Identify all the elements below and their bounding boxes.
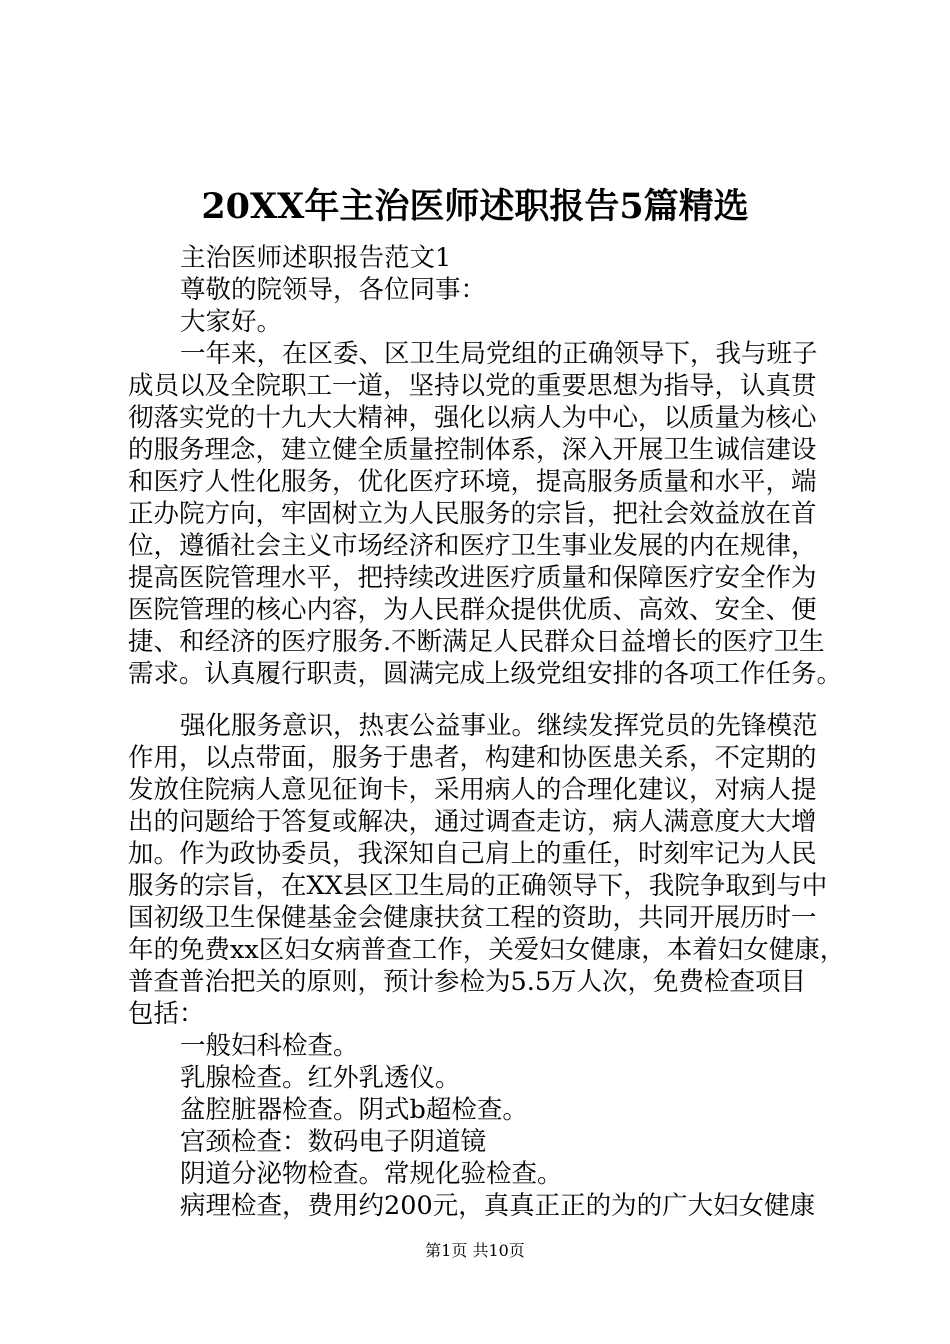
- paragraph-line: 提高医院管理水平，把持续改进医疗质量和保障医疗安全作为: [128, 563, 817, 593]
- paragraph-line: 的服务理念，建立健全质量控制体系，深入开展卫生诚信建设: [128, 435, 817, 465]
- paragraph-line: 彻落实党的十九大大精神，强化以病人为中心，以质量为核心: [128, 403, 817, 433]
- paragraph-line: 需求。认真履行职责，圆满完成上级党组安排的各项工作任务。: [128, 659, 843, 689]
- paragraph-line: 尊敬的院领导，各位同事：: [180, 275, 487, 305]
- paragraph-line: 乳腺检查。红外乳透仪。: [180, 1063, 461, 1093]
- paragraph-line: 病理检查，费用约200元，真真正正的为的广大妇女健康: [180, 1191, 816, 1221]
- paragraph-line: 国初级卫生保健基金会健康扶贫工程的资助，共同开展历时一: [128, 903, 817, 933]
- paragraph-line: 大家好。: [180, 307, 283, 337]
- paragraph-line: 加。作为政协委员，我深知自己肩上的重任，时刻牢记为人民: [128, 839, 817, 869]
- paragraph-line: 年的免费xx区妇女病普查工作，关爱妇女健康，本着妇女健康，: [128, 935, 846, 965]
- paragraph-line: 发放住院病人意见征询卡，采用病人的合理化建议，对病人提: [128, 775, 817, 805]
- paragraph-line: 主治医师述职报告范文1: [180, 243, 452, 273]
- paragraph-line: 阴道分泌物检查。常规化验检查。: [180, 1159, 563, 1189]
- page-footer: 第1页 共10页: [425, 1241, 525, 1260]
- paragraph-line: 一年来，在区委、区卫生局党组的正确领导下，我与班子: [180, 339, 818, 369]
- document-title: 20XX年主治医师述职报告5篇精选: [201, 186, 749, 227]
- paragraph-line: 医院管理的核心内容，为人民群众提供优质、高效、安全、便: [128, 595, 817, 625]
- paragraph-line: 成员以及全院职工一道，坚持以党的重要思想为指导，认真贯: [128, 371, 817, 401]
- paragraph-line: 一般妇科检查。: [180, 1031, 359, 1061]
- paragraph-line: 作用，以点带面，服务于患者，构建和协医患关系，不定期的: [128, 743, 817, 773]
- paragraph-line: 捷、和经济的医疗服务.不断满足人民群众日益增长的医疗卫生: [128, 627, 825, 657]
- paragraph-line: 宫颈检查：数码电子阴道镜: [180, 1127, 487, 1157]
- paragraph-line: 包括：: [128, 999, 205, 1029]
- paragraph-line: 盆腔脏器检查。阴式b超检查。: [180, 1095, 528, 1125]
- paragraph-line: 普查普治把关的原则，预计参检为5.5万人次，免费检查项目: [128, 967, 807, 997]
- paragraph-line: 出的问题给于答复或解决，通过调查走访，病人满意度大大增: [128, 807, 817, 837]
- paragraph-line: 正办院方向，牢固树立为人民服务的宗旨，把社会效益放在首: [128, 499, 817, 529]
- paragraph-line: 位，遵循社会主义市场经济和医疗卫生事业发展的内在规律，: [128, 531, 817, 561]
- paragraph-line: 和医疗人性化服务，优化医疗环境，提高服务质量和水平，端: [128, 467, 817, 497]
- paragraph-line: 服务的宗旨，在XX县区卫生局的正确领导下，我院争取到与中: [128, 871, 828, 901]
- paragraph-line: 强化服务意识，热衷公益事业。继续发挥党员的先锋模范: [180, 711, 818, 741]
